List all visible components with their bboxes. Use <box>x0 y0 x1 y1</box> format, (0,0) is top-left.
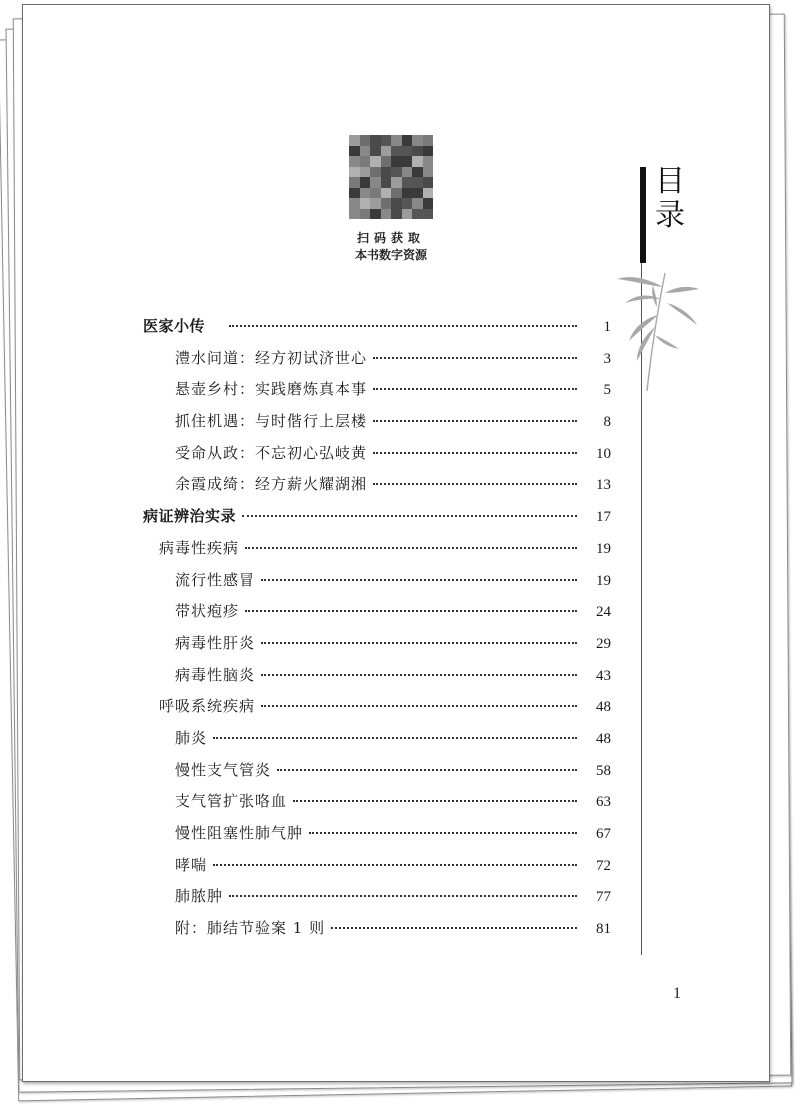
toc-leader-dots <box>245 547 577 549</box>
qr-pixel <box>412 135 423 146</box>
toc-entry[interactable] <box>143 913 611 945</box>
toc-entry[interactable] <box>143 628 611 660</box>
qr-pixel <box>412 188 423 199</box>
toc-entry-title: 慢性阻塞性肺气肿 <box>175 824 304 842</box>
toc-leader-dots <box>245 610 577 612</box>
toc-entry[interactable] <box>143 818 611 850</box>
toc-entry-page: 77 <box>596 889 611 906</box>
toc-leader-dots <box>277 769 577 771</box>
toc-entry[interactable] <box>143 660 611 692</box>
toc-leader-dots <box>261 642 577 644</box>
toc-heading-char: 目 <box>655 164 685 199</box>
qr-pixel <box>391 156 402 167</box>
qr-pixel <box>360 156 371 167</box>
toc-entry-page: 13 <box>596 477 611 494</box>
toc-leader-dots <box>213 864 577 866</box>
qr-pixel <box>360 146 371 157</box>
toc-entry-title: 受命从政：不忘初心弘岐黄 <box>175 443 368 462</box>
qr-pixel <box>370 156 381 167</box>
qr-pixel <box>360 135 371 146</box>
toc-entry-page: 8 <box>603 414 611 431</box>
toc-leader-dots <box>229 895 577 897</box>
qr-pixel <box>381 198 392 209</box>
qr-pixel <box>349 135 360 146</box>
page-number: 1 <box>673 985 681 1002</box>
qr-pixel <box>360 177 371 188</box>
qr-pixel <box>402 188 413 199</box>
qr-pixel <box>381 177 392 188</box>
qr-label-line2: 本书数字资源 <box>354 248 427 262</box>
qr-pixel <box>381 156 392 167</box>
toc-entry-title: 悬壶乡村：实践磨炼真本事 <box>175 380 368 399</box>
qr-pixel <box>423 198 434 209</box>
toc-entry[interactable] <box>143 755 611 787</box>
toc-entry[interactable] <box>143 374 611 406</box>
toc-leader-dots <box>373 483 577 485</box>
qr-pixel <box>370 167 381 178</box>
toc-entry[interactable] <box>143 469 611 501</box>
qr-pixel <box>349 156 360 167</box>
qr-pixel <box>349 146 360 157</box>
qr-pixel <box>381 188 392 199</box>
toc-entry-title: 慢性支气管炎 <box>175 760 272 779</box>
qr-pixel <box>423 177 434 188</box>
qr-pixel <box>412 146 423 157</box>
toc-leader-dots <box>293 800 577 802</box>
qr-pixel <box>391 198 402 209</box>
toc-leader-dots <box>373 388 577 390</box>
toc-entry-title: 抓住机遇：与时偕行上层楼 <box>175 412 368 431</box>
toc-entry[interactable] <box>143 438 611 470</box>
qr-pixel <box>349 209 360 220</box>
qr-pixel <box>402 209 413 220</box>
toc-heading-char: 录 <box>655 198 685 233</box>
toc-entry-title: 澧水问道：经方初试济世心 <box>175 348 368 367</box>
toc-entry-title: 哮喘 <box>175 855 208 874</box>
toc-entry[interactable] <box>143 723 611 755</box>
qr-pixel <box>360 198 371 209</box>
toc-entry-title: 医家小传 <box>143 317 206 335</box>
qr-pixel <box>381 146 392 157</box>
toc-entry[interactable] <box>143 691 611 723</box>
toc-entry-page: 5 <box>603 382 611 399</box>
toc-entry[interactable] <box>143 343 611 375</box>
qr-pixel <box>402 177 413 188</box>
toc-entry[interactable] <box>143 533 611 565</box>
qr-pixel <box>423 135 434 146</box>
qr-pixel <box>412 198 423 209</box>
toc-entry-page: 48 <box>596 730 611 747</box>
qr-pixel <box>391 146 402 157</box>
toc-entry[interactable] <box>143 786 611 818</box>
toc-page <box>22 4 770 1082</box>
qr-pixel <box>391 177 402 188</box>
toc-entry[interactable] <box>143 501 611 533</box>
toc-leader-dots <box>229 325 577 327</box>
toc-leader-dots <box>213 737 577 739</box>
qr-pixel <box>402 146 413 157</box>
toc-leader-dots <box>261 705 577 707</box>
toc-entry[interactable] <box>143 565 611 597</box>
toc-entry-title: 流行性感冒 <box>175 570 256 589</box>
toc-leader-dots <box>331 927 577 929</box>
qr-pixel <box>381 209 392 220</box>
toc-leader-dots <box>242 515 577 517</box>
toc-entry-title: 病毒性疾病 <box>159 538 240 557</box>
qr-label-line1: 扫码获取 <box>356 231 425 245</box>
qr-pixel <box>391 188 402 199</box>
qr-pixel <box>349 188 360 199</box>
qr-pixel <box>360 209 371 220</box>
toc-entry-page: 10 <box>596 445 611 462</box>
qr-pixel <box>391 167 402 178</box>
qr-pixel <box>402 156 413 167</box>
toc-entry-title: 带状疱疹 <box>175 602 240 621</box>
qr-pixel <box>402 167 413 178</box>
heading-bar <box>640 167 646 263</box>
toc-entry-title: 病毒性脑炎 <box>175 665 256 684</box>
toc-entry-title: 余霞成绮：经方薪火耀湖湘 <box>175 475 368 494</box>
toc-leader-dots <box>261 579 577 581</box>
toc-entry-page: 72 <box>596 857 611 874</box>
qr-pixel <box>412 167 423 178</box>
toc-entry-page: 48 <box>596 699 611 716</box>
qr-pixel <box>370 177 381 188</box>
qr-pixel <box>370 135 381 146</box>
qr-pixel <box>391 135 402 146</box>
qr-code[interactable] <box>349 135 433 219</box>
toc-entry[interactable] <box>143 881 611 913</box>
toc-entry[interactable] <box>143 406 611 438</box>
toc-leader-dots <box>373 357 577 359</box>
qr-pixel <box>381 135 392 146</box>
qr-pixel <box>349 177 360 188</box>
toc-entry-page: 19 <box>596 540 611 557</box>
toc-leader-dots <box>261 674 577 676</box>
toc-entry-page: 19 <box>596 572 611 589</box>
toc-entry-page: 24 <box>596 604 611 621</box>
qr-pixel <box>360 167 371 178</box>
toc-entry[interactable] <box>143 596 611 628</box>
qr-pixel <box>402 198 413 209</box>
toc-entry-page: 81 <box>596 921 611 938</box>
qr-pixel <box>381 167 392 178</box>
toc-entry-page: 63 <box>596 794 611 811</box>
toc-entry-title: 肺脓肿 <box>175 887 224 906</box>
toc-entry-title: 呼吸系统疾病 <box>159 697 256 716</box>
qr-pixel <box>423 167 434 178</box>
toc-entry[interactable] <box>143 311 611 343</box>
qr-pixel <box>349 198 360 209</box>
qr-pixel <box>370 188 381 199</box>
toc-entry[interactable] <box>143 850 611 882</box>
toc-entry-title: 病证辨治实录 <box>143 507 237 526</box>
qr-pixel <box>423 209 434 220</box>
toc-entry-title: 支气管扩张咯血 <box>175 792 288 811</box>
qr-pixel <box>370 146 381 157</box>
qr-pixel <box>412 156 423 167</box>
qr-pixel <box>423 146 434 157</box>
toc-leader-dots <box>309 832 577 834</box>
toc-entry-page: 3 <box>603 350 611 367</box>
toc-entry-page: 1 <box>603 319 611 335</box>
toc-entry-page: 17 <box>596 509 611 526</box>
qr-pixel <box>412 177 423 188</box>
bamboo-leaf-icon <box>595 263 715 393</box>
toc-entry-page: 43 <box>596 667 611 684</box>
qr-pixel <box>360 188 371 199</box>
toc-leader-dots <box>373 452 577 454</box>
qr-pixel <box>402 135 413 146</box>
qr-pixel <box>412 209 423 220</box>
toc-entry-title: 肺炎 <box>175 728 208 747</box>
qr-pixel <box>370 209 381 220</box>
toc-heading <box>655 165 695 233</box>
qr-pixel <box>423 156 434 167</box>
toc-list <box>143 311 611 945</box>
toc-entry-page: 29 <box>596 635 611 652</box>
qr-pixel <box>423 188 434 199</box>
toc-leader-dots <box>373 420 577 422</box>
toc-entry-page: 67 <box>596 826 611 842</box>
toc-entry-title: 病毒性肝炎 <box>175 633 256 652</box>
qr-pixel <box>349 167 360 178</box>
toc-entry-title: 附：肺结节验案 1 则 <box>175 919 326 938</box>
toc-entry-page: 58 <box>596 762 611 779</box>
qr-pixel <box>370 198 381 209</box>
qr-pixel <box>391 209 402 220</box>
